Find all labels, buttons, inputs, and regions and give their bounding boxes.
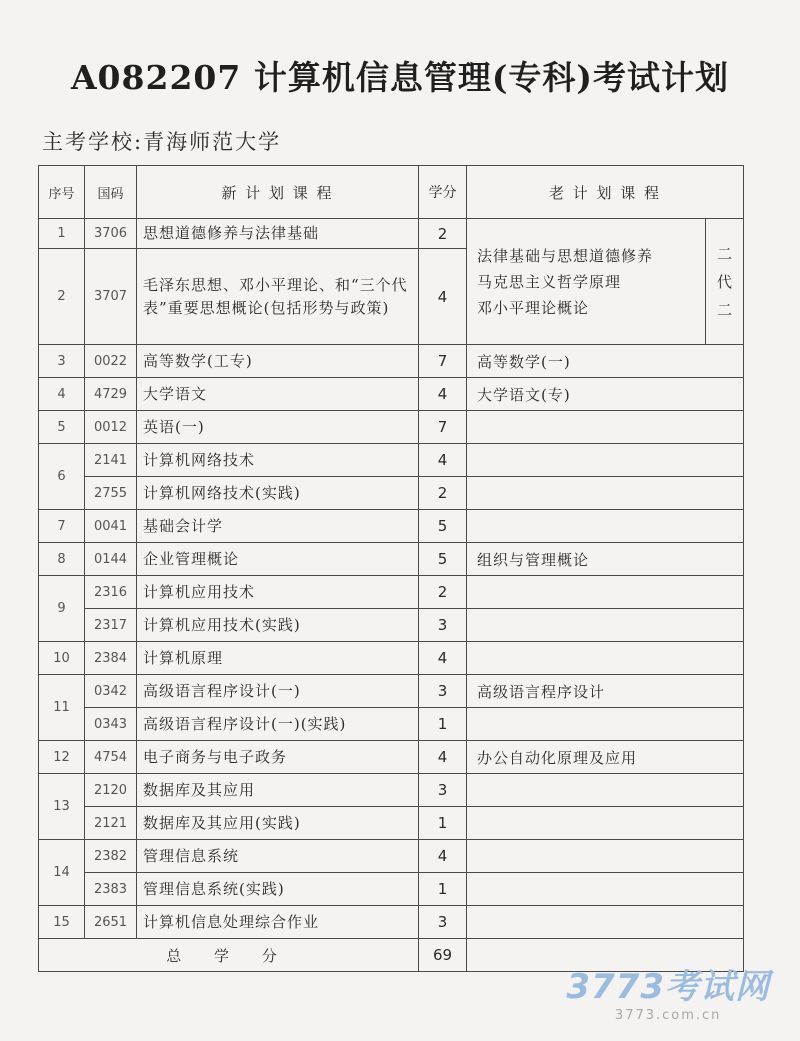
page-title: A082207 计算机信息管理(专科)考试计划: [70, 58, 730, 97]
old-course-cell: [467, 411, 744, 444]
total-credit: 69: [419, 939, 467, 972]
code-cell: 2121: [85, 807, 137, 840]
course-cell: 管理信息系统: [137, 840, 419, 873]
credit-cell: 2: [419, 477, 467, 510]
credit-cell: 4: [419, 378, 467, 411]
code-cell: 4754: [85, 741, 137, 774]
seq-cell: 3: [39, 345, 85, 378]
seq-cell: 10: [39, 642, 85, 675]
table-header-row: [39, 166, 744, 219]
course-cell: 计算机应用技术: [137, 576, 419, 609]
table-row: [39, 642, 744, 675]
course-cell: 高等数学(工专): [137, 345, 419, 378]
table-row: [39, 873, 744, 906]
code-cell: 2316: [85, 576, 137, 609]
course-cell: 大学语文: [137, 378, 419, 411]
course-cell: 数据库及其应用(实践): [137, 807, 419, 840]
table-row: [39, 609, 744, 642]
credit-cell: 4: [419, 840, 467, 873]
old-course-cell: [467, 444, 744, 477]
course-cell: 电子商务与电子政务: [137, 741, 419, 774]
seq-cell: 8: [39, 543, 85, 576]
seq-cell: 2: [39, 249, 85, 345]
old-course-cell: [467, 609, 744, 642]
seq-cell: 14: [39, 840, 85, 906]
site-watermark: [566, 959, 770, 1023]
credit-cell: 3: [419, 774, 467, 807]
table-row: [39, 543, 744, 576]
course-cell: 高级语言程序设计(一): [137, 675, 419, 708]
old-course-cell: 组织与管理概论: [467, 543, 744, 576]
header-credit: 学分: [419, 166, 467, 219]
old-course-cell: [467, 576, 744, 609]
credit-cell: 1: [419, 807, 467, 840]
course-cell: 计算机网络技术(实践): [137, 477, 419, 510]
table-row: [39, 345, 744, 378]
credit-cell: 2: [419, 576, 467, 609]
old-course-cell: [467, 906, 744, 939]
seq-cell: 1: [39, 219, 85, 249]
course-cell: 计算机信息处理综合作业: [137, 906, 419, 939]
code-cell: 0342: [85, 675, 137, 708]
code-cell: 3706: [85, 219, 137, 249]
course-cell: 思想道德修养与法律基础: [137, 219, 419, 249]
old-course-cell: 高等数学(一): [467, 345, 744, 378]
code-cell: 2317: [85, 609, 137, 642]
old-course-cell: 大学语文(专): [467, 378, 744, 411]
seq-cell: 5: [39, 411, 85, 444]
seq-cell: 9: [39, 576, 85, 642]
old-course-line: 法律基础与思想道德修养: [477, 246, 654, 265]
old-course-cell: [467, 477, 744, 510]
code-cell: 0144: [85, 543, 137, 576]
watermark-url: 3773.com.cn: [614, 1008, 722, 1023]
table-row: [39, 378, 744, 411]
table-row: [39, 510, 744, 543]
old-course-cell: [467, 840, 744, 873]
seq-cell: 11: [39, 675, 85, 741]
course-cell: 基础会计学: [137, 510, 419, 543]
table-row: [39, 708, 744, 741]
table-row: [39, 840, 744, 873]
course-cell: 管理信息系统(实践): [137, 873, 419, 906]
seq-cell: 13: [39, 774, 85, 840]
code-cell: 0012: [85, 411, 137, 444]
header-seq: 序号: [39, 166, 85, 219]
code-cell: 2141: [85, 444, 137, 477]
old-course-cell: [467, 774, 744, 807]
exam-plan-table: [38, 165, 744, 972]
credit-cell: 7: [419, 345, 467, 378]
code-cell: 0041: [85, 510, 137, 543]
course-cell: 计算机原理: [137, 642, 419, 675]
credit-cell: 4: [419, 642, 467, 675]
credit-cell: 3: [419, 675, 467, 708]
course-cell: 毛泽东思想、邓小平理论、和“三个代表”重要思想概论(包括形势与政策): [137, 249, 419, 345]
code-cell: 3707: [85, 249, 137, 345]
table-row: [39, 576, 744, 609]
table-row: [39, 444, 744, 477]
old-course-cell: 办公自动化原理及应用: [467, 741, 744, 774]
seq-cell: 12: [39, 741, 85, 774]
course-cell: 英语(一): [137, 411, 419, 444]
credit-cell: 5: [419, 510, 467, 543]
old-course-line: 邓小平理论概论: [477, 298, 590, 317]
credit-cell: 4: [419, 741, 467, 774]
credit-cell: 7: [419, 411, 467, 444]
credit-cell: 4: [419, 444, 467, 477]
watermark-logo-text: 3773考试网: [566, 967, 770, 1007]
code-cell: 0022: [85, 345, 137, 378]
table-row: [39, 906, 744, 939]
table-row: [39, 477, 744, 510]
course-cell: 企业管理概论: [137, 543, 419, 576]
old-course-cell: [467, 873, 744, 906]
course-cell: 计算机应用技术(实践): [137, 609, 419, 642]
old-course-cell: [467, 708, 744, 741]
side-note-text: 二代二: [716, 244, 732, 319]
old-course-line: 马克思主义哲学原理: [477, 272, 622, 291]
header-code: 国码: [85, 166, 137, 219]
old-course-cell: [467, 807, 744, 840]
credit-cell: 3: [419, 609, 467, 642]
course-cell: 高级语言程序设计(一)(实践): [137, 708, 419, 741]
table-row: [39, 675, 744, 708]
code-cell: 2755: [85, 477, 137, 510]
old-course-cell: [467, 642, 744, 675]
credit-cell: 1: [419, 708, 467, 741]
table-row: [39, 774, 744, 807]
seq-cell: 6: [39, 444, 85, 510]
seq-cell: 4: [39, 378, 85, 411]
code-cell: 4729: [85, 378, 137, 411]
seq-cell: 15: [39, 906, 85, 939]
header-old-course: 老 计 划 课 程: [467, 166, 744, 219]
course-cell: 计算机网络技术: [137, 444, 419, 477]
old-course-cell: [467, 510, 744, 543]
code-cell: 2651: [85, 906, 137, 939]
seq-cell: 7: [39, 510, 85, 543]
credit-cell: 5: [419, 543, 467, 576]
school-label: 主考学校:青海师范大学: [42, 130, 282, 154]
total-label: 总 学 分: [39, 939, 419, 972]
code-cell: 2120: [85, 774, 137, 807]
old-course-group: [467, 219, 706, 345]
old-course-cell: 高级语言程序设计: [467, 675, 744, 708]
table-row: [39, 411, 744, 444]
credit-cell: 3: [419, 906, 467, 939]
credit-cell: 1: [419, 873, 467, 906]
course-cell: 数据库及其应用: [137, 774, 419, 807]
header-new-course: 新 计 划 课 程: [137, 166, 419, 219]
table-row: [39, 741, 744, 774]
code-cell: 2382: [85, 840, 137, 873]
code-cell: 2383: [85, 873, 137, 906]
code-cell: 0343: [85, 708, 137, 741]
table-row: [39, 219, 744, 249]
table-row: [39, 807, 744, 840]
credit-cell: 2: [419, 219, 467, 249]
credit-cell: 4: [419, 249, 467, 345]
side-note: [706, 219, 744, 345]
code-cell: 2384: [85, 642, 137, 675]
